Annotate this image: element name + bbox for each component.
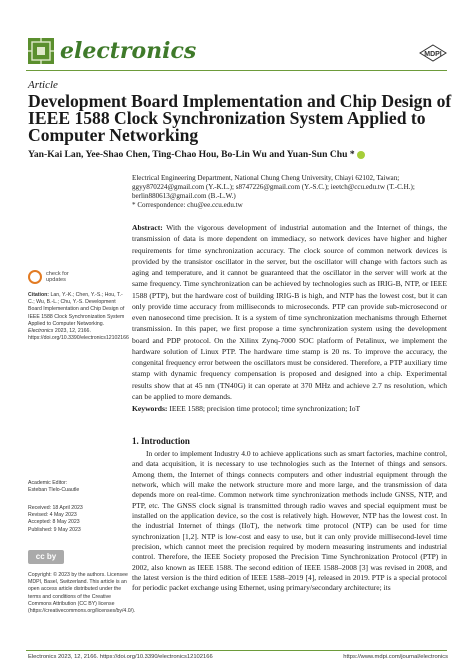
footer-citation[interactable]: Electronics 2023, 12, 2166. https://doi.org/10.3390/electronics12102166 bbox=[28, 654, 213, 660]
author-list bbox=[28, 149, 458, 160]
copyright-text: Copyright: © 2023 by the authors. Licensee MDPI, Basel, Switzerland. This article is an open access article distributed under the terms and conditions of the Creative Commons Attribution (CC BY) license (https://creativecommons.org/licenses/by/4.0/). bbox=[28, 572, 136, 615]
author-names: Yan-Kai Lan, Yee-Shao Chen, Ting-Chao Hou, Bo-Lin Wu and Yuan-Sun Chu * bbox=[28, 149, 355, 160]
dates-block bbox=[28, 505, 128, 534]
abstract-text: With the vigorous development of industrial automation and the Internet of things, the transmission of data is more dependent on immediacy, so network devices have higher and higher requirements for time synchronization accuracy. The clock source of common network devices is provided by the transistor oscillator in the server, but the oscillator will change with factors such as aging and temperature, and it cannot be guaranteed that the oscillator in the server will work at the same frequency. Time synchronization can be achieved by technologies such as IRIG-B, NTP, or IEEE 1588 (PTP), but the hardware cost of building IRIG-B is high, and NTP has the lowest cost, but it can only provide time accuracy from milliseconds to microseconds. PTP can provide sub-microsecond or even nanosecond time precision. It is a system of time synchronization mechanisms through Ethernet transmission. In this paper, we first propose a time synchronization system using the development board and PDP protocol. On the Xilinx Zynq-7000 SOC platform of Petalinux, we implement the hardware solution of Linux PTP. The hardware time stamp is 20 ns. To improve the accuracy, the congenital frequency error between the oscillators must be considered. Therefore, a PTP auxiliary time stamp with dynamic frequency compensation is proposed and designed into a chip. Experimental results show that at 45 nm (TN40G) it can operate at 370 MHz and achieve 2.7 ns resolution, which can be applied to more demands. bbox=[132, 223, 447, 401]
article-title: Development Board Implementation and Chip Design of IEEE 1588 Clock Synchronization System Applied to Computer Networking bbox=[28, 91, 452, 145]
received-date: Received: 18 April 2023 bbox=[28, 505, 83, 511]
citation-text: Lan, Y.-K.; Chen, Y.-S.; Hou, T.-C.; Wu, B.-L.; Chu, Y.-S. Development Board Implementation and Chip Design of IEEE 1588 Clock Synchronization System Applied to Computer Networking. bbox=[28, 292, 125, 327]
editor-name: Esteban Tlelo-Cuautle bbox=[28, 487, 80, 494]
keywords-label: Keywords: bbox=[132, 404, 168, 413]
orcid-icon[interactable] bbox=[357, 151, 365, 159]
mdpi-logo[interactable] bbox=[418, 44, 448, 67]
published-date: Published: 9 May 2023 bbox=[28, 526, 81, 533]
citation-block bbox=[28, 292, 128, 342]
footer-divider bbox=[26, 650, 447, 651]
publisher-name: MDPI bbox=[424, 51, 442, 58]
intro-paragraph: In order to implement Industry 4.0 to achieve applications such as smart factories, machine control, and data acquisition, it is necessary to use technologies such as the Internet of things and sensors. Among them, the Internet of things connects computers and other industrial equipment through the network, which will make the network structure more and more large, and the transmission of data depends more on real-time. Common network time synchronization methods include GNSS, NTP, and PTP, etc. The GNSS clock signal is transmitted through radio waves and special equipment must be installed on the application device, so the cost is relatively high. However, NTP has the lowest cost. In the industrial Internet of things (IIoT), the network time protocol (NTP) can be used for time synchronization [1,2]. NTP is low-cost and easy to use, but it can only provide millisecond-level time precision, which cannot meet the precision required by modern measuring instruments and industrial control. Therefore, the IEEE Society proposed the Precision Time Synchronization Protocol (PTP) in 2002, also known as IEEE 1588. The second edition of IEEE 1588–2008 [3] was revised in 2008, and the latest version is the third edition of IEEE 1588–2019 [4], released in 2019. PTP is a special protocol for periodic packet exchange using Ethernet, using primary/secondary architecture; its bbox=[132, 449, 447, 593]
check-updates-icon bbox=[28, 270, 42, 284]
keywords-text: IEEE 1588; precision time protocol; time synchronization; IoT bbox=[169, 404, 361, 413]
keywords bbox=[132, 403, 447, 414]
abstract bbox=[132, 222, 447, 402]
abstract-label: Abstract: bbox=[132, 223, 163, 232]
article-type: Article bbox=[28, 79, 58, 91]
affiliation-line: Electrical Engineering Department, National Chung Cheng University, Chiayi 62102, Taiwan; bbox=[132, 174, 400, 182]
journal-logo-icon bbox=[28, 38, 54, 64]
revised-date: Revised: 4 May 2023 bbox=[28, 512, 77, 519]
cc-by-license-icon[interactable]: cc by bbox=[28, 550, 64, 564]
affiliation-block bbox=[132, 174, 452, 210]
footer-journal-url[interactable]: https://www.mdpi.com/journal/electronics bbox=[343, 654, 448, 660]
journal-name: electronics bbox=[60, 38, 197, 64]
citation-doi[interactable]: 2023, 12, 2166. https://doi.org/10.3390/electronics12102166 bbox=[28, 328, 129, 342]
editor-label: Academic Editor: bbox=[28, 480, 68, 486]
correspondence: * Correspondence: chu@ee.ccu.edu.tw bbox=[132, 201, 243, 209]
affiliation-emails: berlin880613@gmail.com (B.-L.W.) bbox=[132, 192, 236, 200]
citation-label: Citation: bbox=[28, 292, 50, 298]
section-heading: 1. Introduction bbox=[132, 436, 190, 446]
check-updates-label: check for updates bbox=[46, 271, 69, 284]
citation-journal: Electronics bbox=[28, 328, 54, 335]
editor-block bbox=[28, 480, 128, 494]
header-divider bbox=[26, 70, 447, 71]
accepted-date: Accepted: 8 May 2023 bbox=[28, 519, 80, 526]
affiliation-emails: ggyy870224@gmail.com (Y.-K.L.); s8747226@gmail.com (Y.-S.C.); ieetch@ccu.edu.tw (T.-C.H.); bbox=[132, 183, 415, 191]
